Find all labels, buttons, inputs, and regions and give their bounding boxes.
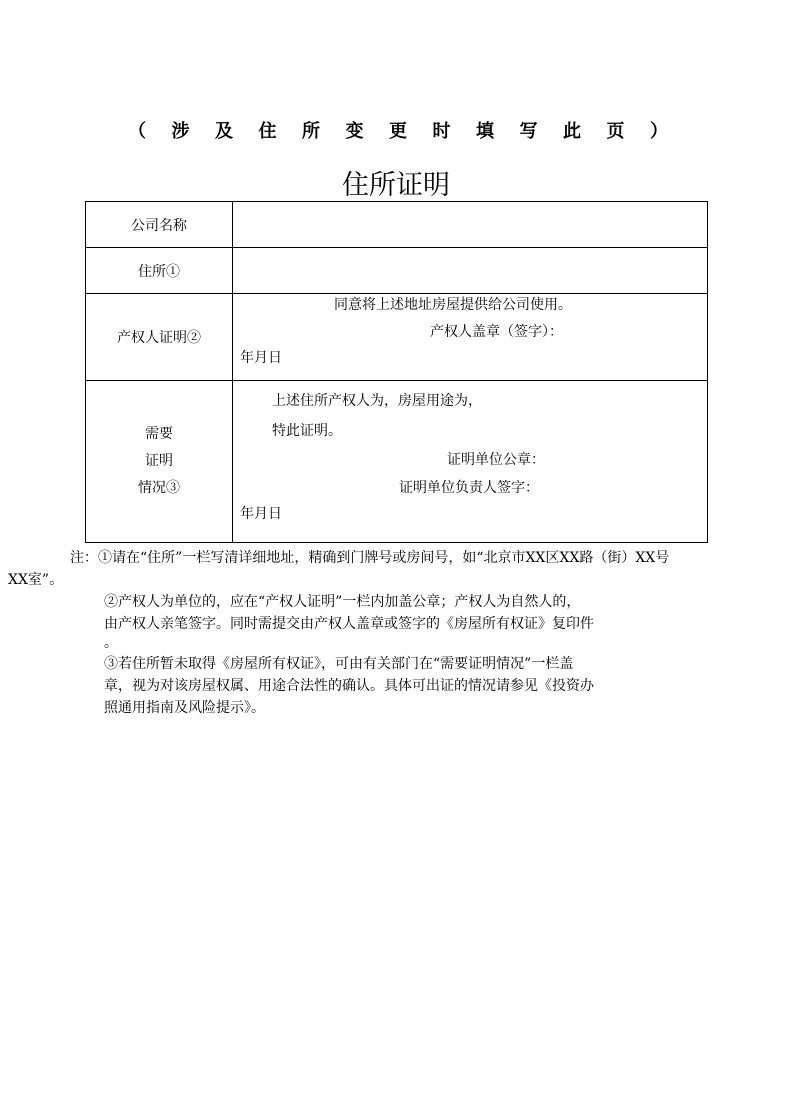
- subheading-char: 更: [389, 121, 407, 142]
- subheading-char: 时: [432, 121, 451, 142]
- subheading-char: 及: [215, 121, 233, 142]
- subheading-char: 此: [563, 121, 581, 142]
- subheading-char: 住: [258, 121, 277, 142]
- note-2-line-1: ②产权人为单位的，应在“产权人证明”一栏内加盖公章；产权人为自然人的，: [104, 594, 581, 610]
- needs-proof-label-line: 情况③: [138, 480, 180, 496]
- address-field[interactable]: [233, 248, 708, 294]
- subheading-char: ）: [650, 121, 668, 142]
- subheading-char: 变: [345, 121, 364, 142]
- note-2-line-2: 由产权人亲笔签字。同时需提交由产权人盖章或签字的《房屋所有权证》复印件: [104, 616, 594, 632]
- owner-proof-field[interactable]: [233, 294, 708, 381]
- note-3-line-2: 章，视为对该房屋权属、用途合法性的确认。具体可出证的情况请参见《投资办: [104, 678, 594, 694]
- owner-date-text: 年月日: [240, 350, 282, 366]
- needs-date-text: 年月日: [240, 506, 282, 522]
- note-1-line-1: 注：①请在“住所”一栏写清详细地址，精确到门牌号或房间号，如“北京市XX区XX路（街）XX号: [70, 550, 670, 566]
- subheading-char: 填: [476, 121, 494, 142]
- needs-proof-field[interactable]: [233, 381, 708, 543]
- note-3-line-1: ③若住所暂未取得《房屋所有权证》，可由有关部门在“需要证明情况”一栏盖: [104, 656, 574, 672]
- owner-consent-text: 同意将上述地址房屋提供给公司使用。: [334, 297, 572, 313]
- page-subheading: [128, 117, 668, 143]
- subheading-char: 所: [302, 121, 320, 142]
- needs-seal-text: 证明单位公章：: [447, 452, 545, 468]
- needs-proof-label-line: 需要: [145, 426, 173, 442]
- subheading-char: 页: [606, 121, 625, 142]
- needs-certify-text: 特此证明。: [272, 423, 342, 439]
- needs-proof-label-line: 证明: [145, 453, 173, 469]
- table-row-owner-proof: [86, 294, 708, 381]
- note-2-line-3: 。: [104, 635, 118, 651]
- needs-owner-usage-text: 上述住所产权人为，房屋用途为，: [272, 393, 482, 409]
- subheading-char: 涉: [171, 121, 190, 142]
- residence-certificate-table: [85, 201, 708, 543]
- note-3-line-3: 照通用指南及风险提示》。: [104, 700, 265, 716]
- owner-seal-text: 产权人盖章（签字）：: [430, 324, 563, 340]
- owner-proof-label: 产权人证明②: [86, 294, 233, 381]
- page-title: 住所证明: [342, 170, 450, 201]
- table-row-address: [86, 248, 708, 294]
- company-name-field[interactable]: [233, 202, 708, 248]
- table-row-needs-proof: [86, 381, 708, 543]
- note-1-line-2: XX室”。: [8, 572, 64, 588]
- needs-signature-text: 证明单位负责人签字：: [399, 480, 539, 496]
- needs-proof-label: [86, 381, 233, 543]
- company-name-label: 公司名称: [86, 202, 233, 248]
- address-label: 住所①: [86, 248, 233, 294]
- subheading-char: 写: [519, 121, 538, 142]
- subheading-char: （: [128, 121, 146, 142]
- table-row-company: [86, 202, 708, 248]
